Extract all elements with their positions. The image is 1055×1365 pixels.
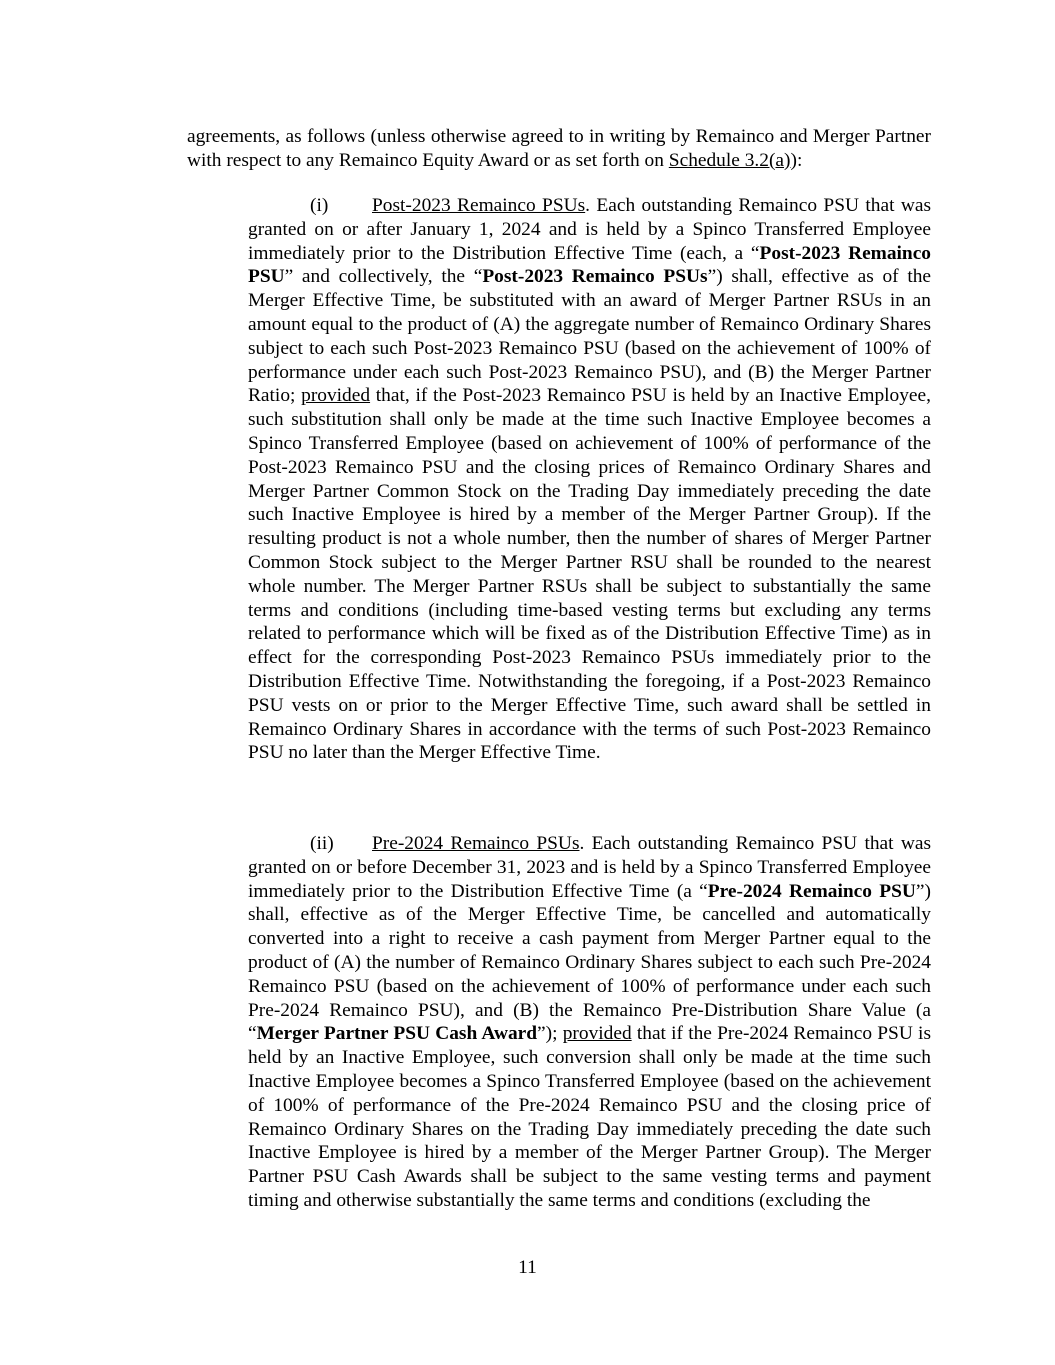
section-ii-paragraph (248, 832, 931, 1213)
section-heading: Pre-2024 Remainco PSUs (372, 833, 580, 854)
section-text: that, if the Post-2023 Remainco PSU is held by an Inactive Employee, such substitution shall only be made at the time such Inactive Employee becomes a Spinco Transferred Employee (based on achievement of 100% of performance of the Post-2023 Remainco PSU and the closing prices of Remainco Ordinary Shares and Merger Partner Common Stock on the Trading Day immediately preceding the date such Inactive Employee is hired by a member of the Merger Partner Group). If the resulting product is not a whole number, then the number of shares of Merger Partner Common Stock subject to the Merger Partner RSU shall be rounded to the nearest whole number. The Merger Partner RSUs shall be subject to substantially the same terms and conditions (including time-based vesting terms but excluding any terms related to performance which will be fixed as of the Distribution Effective Time) as in effect for the corresponding Post-2023 Remainco PSUs immediately prior to the Distribution Effective Time. Notwithstanding the foregoing, if a Post-2023 Remainco PSU vests on or prior to the Merger Effective Time, such award shall be settled in Remainco Ordinary Shares in accordance with the terms of such Post-2023 Remainco PSU no later than the Merger Effective Time. (248, 385, 931, 764)
section-text: that if the Pre-2024 Remainco PSU is held by an Inactive Employee, such conversion shall only be made at the time such Inactive Employee becomes a Spinco Transferred Employee (based on the achievement of 100% of performance of the Pre-2024 Remainco PSU and the closing price of Remainco Ordinary Shares on the Trading Day immediately preceding the date such Inactive Employee is hired by a member of the Merger Partner Group). The Merger Partner PSU Cash Awards shall be subject to the same vesting terms and payment timing and otherwise substantially the same terms and conditions (excluding the (248, 1023, 931, 1211)
schedule-reference: Schedule 3.2(a) (668, 149, 791, 171)
proviso-term: provided (301, 385, 371, 407)
page-number: 11 (518, 1257, 537, 1278)
section-text: . Each outstanding Remainco PSU that was granted on or after January 1, 2024 and is held by a Spinco Transferred Employee immediately prior to the Distribution Effective Time (each, a “ (248, 195, 932, 264)
section-number: (ii) (310, 833, 334, 854)
section-text: . Each outstanding Remainco PSU that was granted on or before December 31, 2023 and is held by a Spinco Transferred Employee immediately prior to the Distribution Effective Time (a “ (248, 833, 932, 902)
section-i-paragraph (248, 194, 931, 765)
intro-paragraph (187, 125, 931, 173)
section-text: ” and collectively, the “ (284, 266, 483, 288)
intro-text: agreements, as follows (unless otherwise agreed to in writing by Remainco and Merger Partner with respect to any Remainco Equity Award or as set forth on (187, 126, 931, 171)
intro-end: ): (790, 149, 803, 171)
section-number: (i) (310, 195, 329, 216)
section-text: ”) shall, effective as of the Merger Effective Time, be substituted with an award of Merger Partner RSUs in an amount equal to the product of (A) the aggregate number of Remainco Ordinary Shares subject to each such Post-2023 Remainco PSU (based on the achievement of 100% of performance under each such Post-2023 Remainco PSU), and (B) the Merger Partner Ratio; (248, 266, 932, 407)
section-text: ”); (537, 1023, 563, 1045)
defined-term: Pre-2024 Remainco PSU (707, 880, 916, 902)
defined-term: Merger Partner PSU Cash Award (256, 1023, 538, 1045)
section-heading: Post-2023 Remainco PSUs (372, 195, 586, 216)
section-text: ”) shall, effective as of the Merger Effective Time, be cancelled and automatically converted into a right to receive a cash payment from Merger Partner equal to the product of (A) the number of Remainco Ordinary Shares subject to each such Pre-2024 Remainco PSU (based on the achievement of 100% of performance under each such Pre-2024 Remainco PSU), and (B) the Remainco Pre-Distribution Share Value (a “ (248, 880, 931, 1045)
proviso-term: provided (562, 1023, 632, 1045)
defined-term: Post-2023 Remainco PSU (248, 242, 931, 288)
defined-term: Post-2023 Remainco PSUs (482, 266, 708, 288)
